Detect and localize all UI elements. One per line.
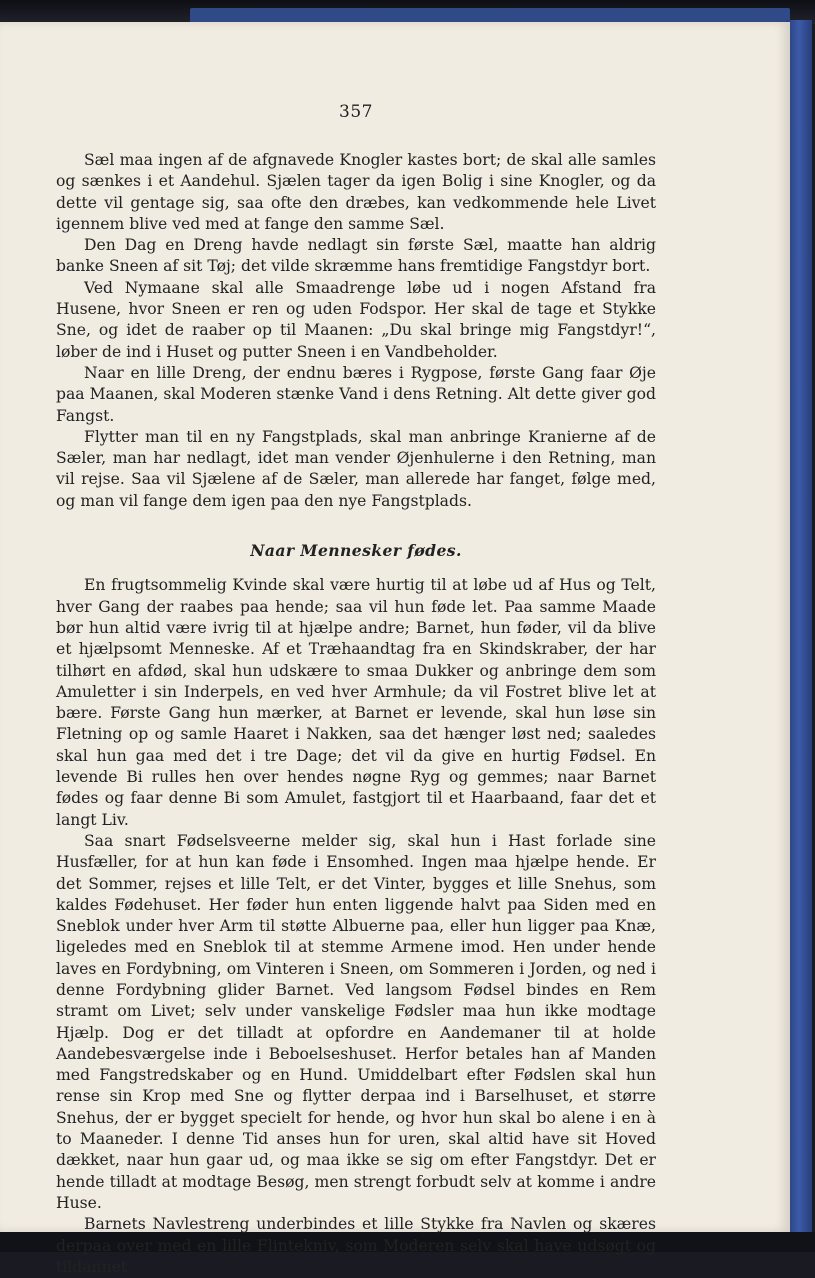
section-heading: Naar Mennesker fødes. bbox=[250, 541, 462, 561]
paragraph: Ved Nymaane skal alle Smaadrenge løbe ud i nogen Afstand fra Husene, hvor Sneen er ren og uden Fodspor. Her skal de tage et Stykke Sne, og idet de raaber op til Maanen: „Du skal bringe mig Fangstdyr!“, løber de ind i Huset og putter Sneen i en Vandbeholder. bbox=[56, 278, 656, 361]
paragraph: Den Dag en Dreng havde nedlagt sin første Sæl, maatte han aldrig banke Sneen af sit Tøj; det vilde skræmme hans fremtidige Fangstdyr bort. bbox=[56, 236, 656, 276]
page-number: 357 bbox=[339, 102, 373, 122]
paragraph: Barnets Navlestreng underbindes et lille Stykke fra Navlen og skæres derpaa over med en lille Flintekniv, som Moderen selv skal have udsøgt og tildannet bbox=[56, 1215, 656, 1276]
paragraph: Sæl maa ingen af de afgnavede Knogler kastes bort; de skal alle samles og sænkes i et Aandehul. Sjælen tager da igen Bolig i sine Knogler, og da dette vil gentage sig, saa ofte den dræbes, kan vedkommende hele Livet igennem blive ved med at fange den samme Sæl. bbox=[56, 151, 656, 233]
paragraph: Naar en lille Dreng, der endnu bæres i Rygpose, første Gang faar Øje paa Maanen, skal Moderen stænke Vand i dens Retning. Alt dette giver god Fangst. bbox=[56, 363, 656, 425]
paragraph: Saa snart Fødselsveerne melder sig, skal hun i Hast forlade sine Husfæller, for at hun kan føde i Ensomhed. Ingen maa hjælpe hende. Er det Sommer, rejses et lille Telt, er det Vinter, bygges et lille Snehus, som kaldes Fødehuset. Her føder hun enten liggende halvt paa Siden med en Sneblok under hver Arm til støtte Albuerne paa, eller hun ligger paa Knæ, ligeledes med en Sneblok til at stemme Armene imod. Hen under hende laves en Fordybning, om Vinteren i Sneen, om Sommeren i Jorden, og ned i denne Fordybning glider Barnet. Ved langsom Fødsel bindes en Rem stramt om Livet; selv under vanskelige Fødsler maa hun ikke modtage Hjælp. Dog er det tilladt at opfordre en Aandemaner til at holde Aandebesværgelse inde i Beboelseshuset. Herfor betales han af Manden med Fangstredskaber og en Hund. Umiddelbart efter Fødslen skal hun rense sin Krop med Sne og flytter derpaa ind i Barselhuset, et større Snehus, der er bygget specielt for hende, og hvor hun skal bo alene i en à to Maaneder. I denne Tid anses hun for uren, skal altid have sit Hoved dækket, naar hun gaar ud, og maa ikke se sig om efter Fangstdyr. Det er hende tilladt at modtage Besøg, men strengt forbudt selv at komme i andre Huse. bbox=[56, 831, 656, 1212]
paragraph: Flytter man til en ny Fangstplads, skal man anbringe Kranierne af de Sæler, man har nedlagt, idet man vender Øjenhulerne i den Retning, man vil rejse. Saa vil Sjælene af de Sæler, man allerede har fanget, følge med, og man vil fange dem igen paa den nye Fangstplads. bbox=[56, 427, 656, 510]
paragraph: En frugtsommelig Kvinde skal være hurtig til at løbe ud af Hus og Telt, hver Gang der raabes paa hende; saa vil hun føde let. Paa samme Maade bør hun altid være ivrig til at hjælpe andre; Barnet, hun føder, vil da blive et hjælpsomt Menneske. Af et Træhaandtag fra en Skindskraber, der har tilhørt en afdød, skal hun udskære to smaa Dukker og anbringe dem som Amuletter i sin Inderpels, en ved hver Armhule; da vil Fostret blive let at bære. Første Gang hun mærker, at Barnet er levende, skal hun løse sin Fletning op og samle Haaret i Nakken, saa det hænger løst ned; saaledes skal hun gaa med det i tre Dage; det vil da give en hurtig Fødsel. En levende Bi rulles hen over hendes nøgne Ryg og gemmes; naar Barnet fødes og faar denne Bi som Amulet, fastgjort til et Haarbaand, faar det et langt Liv. bbox=[56, 576, 656, 829]
body-text bbox=[56, 150, 656, 1278]
book-page bbox=[0, 22, 790, 1276]
